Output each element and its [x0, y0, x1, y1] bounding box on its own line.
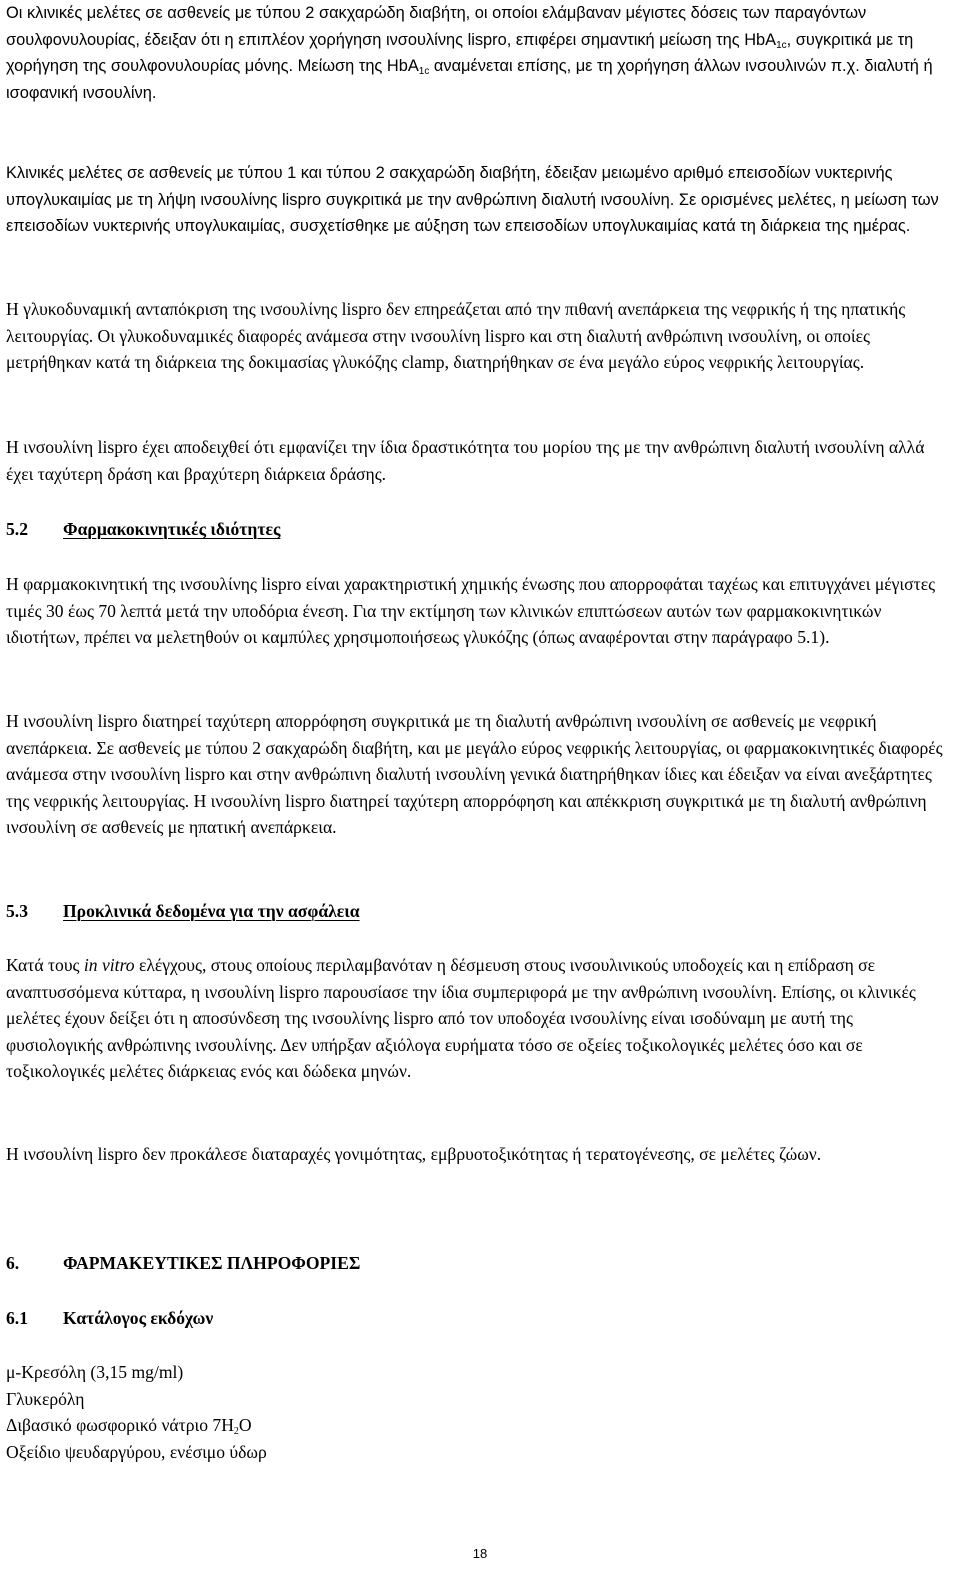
list-item: Οξείδιο ψευδαργύρου, ενέσιμο ύδωρ [6, 1441, 267, 1462]
paragraph-activity: Η ινσουλίνη lispro έχει αποδειχθεί ότι εμφανίζει την ίδια δραστικότητα του μορίου της με την ανθρώπινη διαλυτή ινσουλίνη αλλά έχει ταχύτερη δράση και βραχύτερη διάρκεια δράσης. [6, 437, 925, 484]
paragraph-fertility: Η ινσουλίνη lispro δεν προκάλεσε διαταραχές γονιμότητας, εμβρυοτοξικότητας ή τερατογένεσης, σε μελέτες ζώων. [6, 1144, 822, 1164]
page-number: 18 [472, 1546, 488, 1561]
section-heading-5-3: 5.3 Προκλινικά δεδομένα για την ασφάλεια [6, 901, 360, 921]
section-heading-6-1: 6.1 Κατάλογος εκδόχων [6, 1308, 214, 1328]
list-item: μ-Κρεσόλη (3,15 mg/ml) [6, 1362, 184, 1382]
section-heading-6: 6. ΦΑΡΜΑΚΕΥΤΙΚΕΣ ΠΛΗΡΟΦΟΡΙΕΣ [6, 1253, 361, 1273]
section-heading-5-2: 5.2 Φαρμακοκινητικές ιδιότητες [6, 519, 281, 539]
paragraph-renal-hepatic: Η ινσουλίνη lispro διατηρεί ταχύτερη απορρόφηση συγκριτικά με τη διαλυτή ανθρώπινη ινσουλίνη σε ασθενείς με νεφρική ανεπάρκεια. Σε ασθενείς με τύπου 2 σακχαρώδη διαβήτη, και με μεγάλο εύρος νεφρικής λειτουργίας, οι φαρμακοκινητικές διαφορές ανάμεσα στην ινσουλίνη lispro και στην ανθρώπινη διαλυτή ινσουλίνη γενικά διατηρήθηκαν ίδιες και έδειξαν να είναι ανεξάρτητες της νεφρικής λειτουργίας. Η ινσουλίνη lispro διατηρεί ταχύτερη απορρόφηση και απέκκριση συγκριτικά με τη διαλυτή ανθρώπινη ινσουλίνη σε ασθενείς με ηπατική ανεπάρκεια. [6, 711, 943, 838]
paragraph-sulfonylurea: Οι κλινικές μελέτες σε ασθενείς με τύπου 2 σακχαρώδη διαβήτη, οι οποίοι ελάμβαναν μέγιστες δόσεις των παραγόντων σουλφονυλουρίας, έδειξαν ότι η επιπλέον χορήγηση ινσουλίνης lispro, επιφέρει σημαντική μείωση της HbA$_{1c}$, συγκριτικά με τη χορήγηση της σουλφονυλουρίας μόνης. Μείωση της HbA$_{1c}$ αναμένεται επίσης, με τη χορήγηση άλλων ινσουλινών π.χ. διαλυτή ή ισοφανική ινσουλίνη. [6, 4, 933, 102]
paragraph-in-vitro: Κατά τους in vitro ελέγχους, στους οποίους περιλαμβανόταν η δέσμευση στους ινσουλινικούς υποδοχείς και η επίδραση σε αναπτυσσόμενα κύτταρα, η ινσουλίνη lispro παρουσίασε την ίδια συμπεριφορά με την ανθρώπινη ινσουλίνη. Επίσης, οι κλινικές μελέτες έχουν δείξει ότι η αποσύνδεση της ινσουλίνης lispro από τον υποδοχέα ινσουλίνης είναι ισοδύναμη με αυτή της φυσιολογικής ανθρώπινης ινσουλίνης. Δεν υπήρξαν αξιόλογα ευρήματα τόσο σε οξείες τοξικολογικές μελέτες όσο και σε τοξικολογικές μελέτες διάρκειας ενός και δώδεκα μηνών. [6, 955, 916, 1082]
paragraph-nocturnal-hypoglycemia: Κλινικές μελέτες σε ασθενείς με τύπου 1 και τύπου 2 σακχαρώδη διαβήτη, έδειξαν μειωμένο αριθμό επεισοδίων νυκτερινής υπογλυκαιμίας με τη λήψη ινσουλίνης lispro συγκριτικά με την ανθρώπινη διαλυτή ινσουλίνη. Σε ορισμένες μελέτες, η μείωση των επεισοδίων νυκτερινής υπογλυκαιμίας, συσχετίσθηκε με αύξηση των επεισοδίων υπογλυκαιμίας κατά τη διάρκεια της ημέρας. [6, 164, 939, 236]
list-item: Διβασικό φωσφορικό νάτριο $7H_2O$ [6, 1415, 252, 1438]
excipient-list [6, 1359, 946, 1465]
paragraph-pharmacokinetics: Η φαρμακοκινητική της ινσουλίνης lispro είναι χαρακτηριστική χημικής ένωσης που απορροφάται ταχέως και επιτυγχάνει μέγιστες τιμές 30 έως 70 λεπτά μετά την υποδόρια ένεση. Για την εκτίμηση των κλινικών επιπτώσεων αυτών των φαρμακοκινητικών ιδιοτήτων, πρέπει να μελετηθούν οι καμπύλες χρησιμοποιήσεως γλυκόζης (όπως αναφέρονται στην παράγραφο 5.1). [6, 574, 936, 648]
paragraph-glucodynamic-response: Η γλυκοδυναμική ανταπόκριση της ινσουλίνης lispro δεν επηρεάζεται από την πιθανή ανεπάρκεια της νεφρικής ή της ηπατικής λειτουργίας. Οι γλυκοδυναμικές διαφορές ανάμεσα στην ινσουλίνη lispro και στη διαλυτή ανθρώπινη ινσουλίνη, οι οποίες μετρήθηκαν κατά τη διάρκεια της δοκιμασίας γλυκόζης clamp, διατηρήθηκαν σε ένα μεγάλο εύρος νεφρικής λειτουργίας. [6, 299, 906, 373]
list-item: Γλυκερόλη [6, 1388, 85, 1409]
